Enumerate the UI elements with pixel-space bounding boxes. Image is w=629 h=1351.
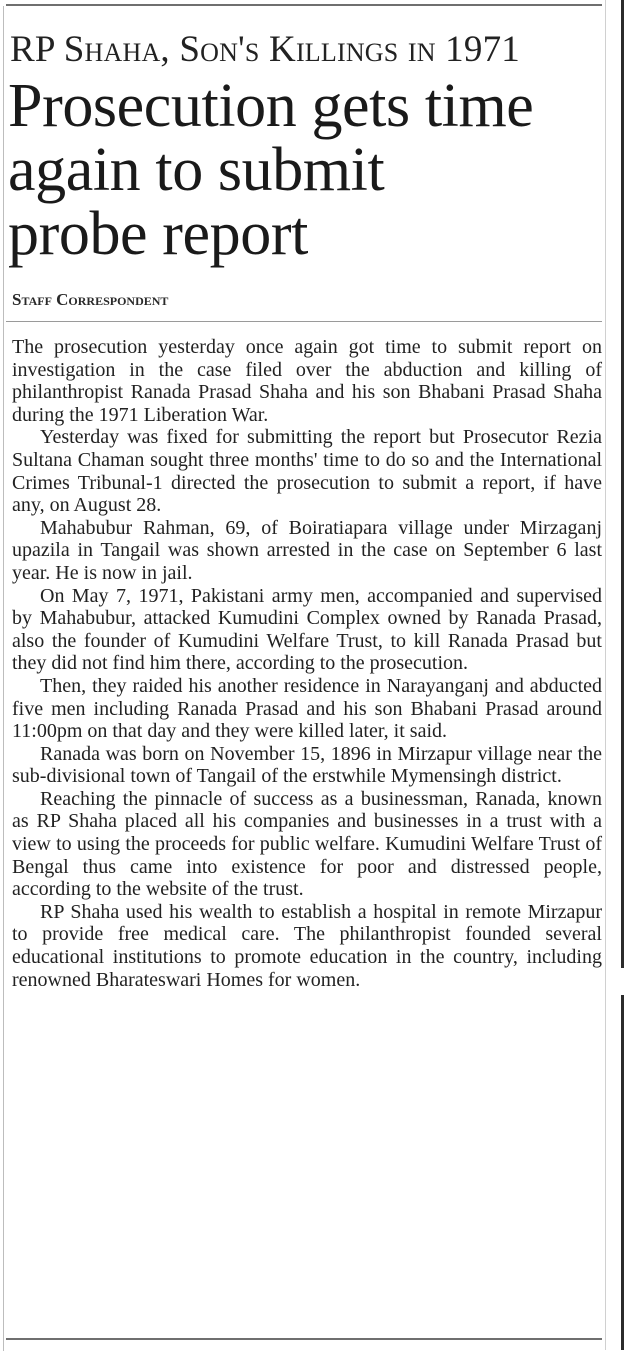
paragraph: Reaching the pinnacle of success as a businessman, Ranada, known as RP Shaha placed all his companies and businesses in a trust with a view to using the proceeds for public welfare. Kumudini Welfare Trust of Bengal thus came into existence for poor and distressed people, according to the website of the trust. <box>12 787 602 901</box>
paragraph: Mahabubur Rahman, 69, of Boiratiapara village under Mirzaganj upazila in Tangail was shown arrested in the case on September 6 last year. He is now in jail. <box>12 516 602 584</box>
paragraph: Yesterday was fixed for submitting the report but Prosecutor Rezia Sultana Chaman sought three months' time to do so and the International Crimes Tribunal-1 directed the prosecution to submit a report, if have any, on August 28. <box>12 426 602 517</box>
bottom-rule <box>6 1338 602 1340</box>
headline <box>8 74 604 266</box>
paragraph: RP Shaha used his wealth to establish a hospital in remote Mirzapur to provide free medical care. The philanthropist founded several educational institutions to promote education in the country, including renowned Bharateswari Homes for women. <box>12 900 602 991</box>
left-border <box>3 6 4 1351</box>
headline-line: Prosecution gets time <box>8 72 534 140</box>
byline-rule <box>6 321 602 322</box>
paragraph: Ranada was born on November 15, 1896 in Mirzapur village near the sub-divisional town of Tangail of the erstwhile Mymensingh district. <box>12 742 602 788</box>
adjacent-column-edge <box>621 0 624 968</box>
paragraph: The prosecution yesterday once again got time to submit report on investigation in the case filed over the abduction and killing of philanthropist Ranada Prasad Shaha and his son Bhabani Prasad Shaha during the 1971 Liberation War. <box>12 336 602 426</box>
headline-line: probe report <box>8 200 308 268</box>
adjacent-column-edge <box>621 995 624 1350</box>
headline-line: again to submit <box>8 136 385 204</box>
kicker: RP Shaha, Son's Killings in 1971 <box>10 29 520 70</box>
paragraph: Then, they raided his another residence in Narayanganj and abducted five men including Ranada Prasad and his son Bhabani Prasad around 11:00pm on that day and they were killed later, it said. <box>12 674 602 743</box>
paragraph: On May 7, 1971, Pakistani army men, accompanied and supervised by Mahabubur, attacked Kumudini Complex owned by Ranada Prasad, also the founder of Kumudini Welfare Trust, to kill Ranada Prasad but they did not find him there, according to the prosecution. <box>12 584 602 675</box>
article-body <box>12 336 602 991</box>
column-divider <box>605 0 606 1350</box>
top-rule <box>6 4 602 6</box>
byline: Staff Correspondent <box>12 290 169 309</box>
